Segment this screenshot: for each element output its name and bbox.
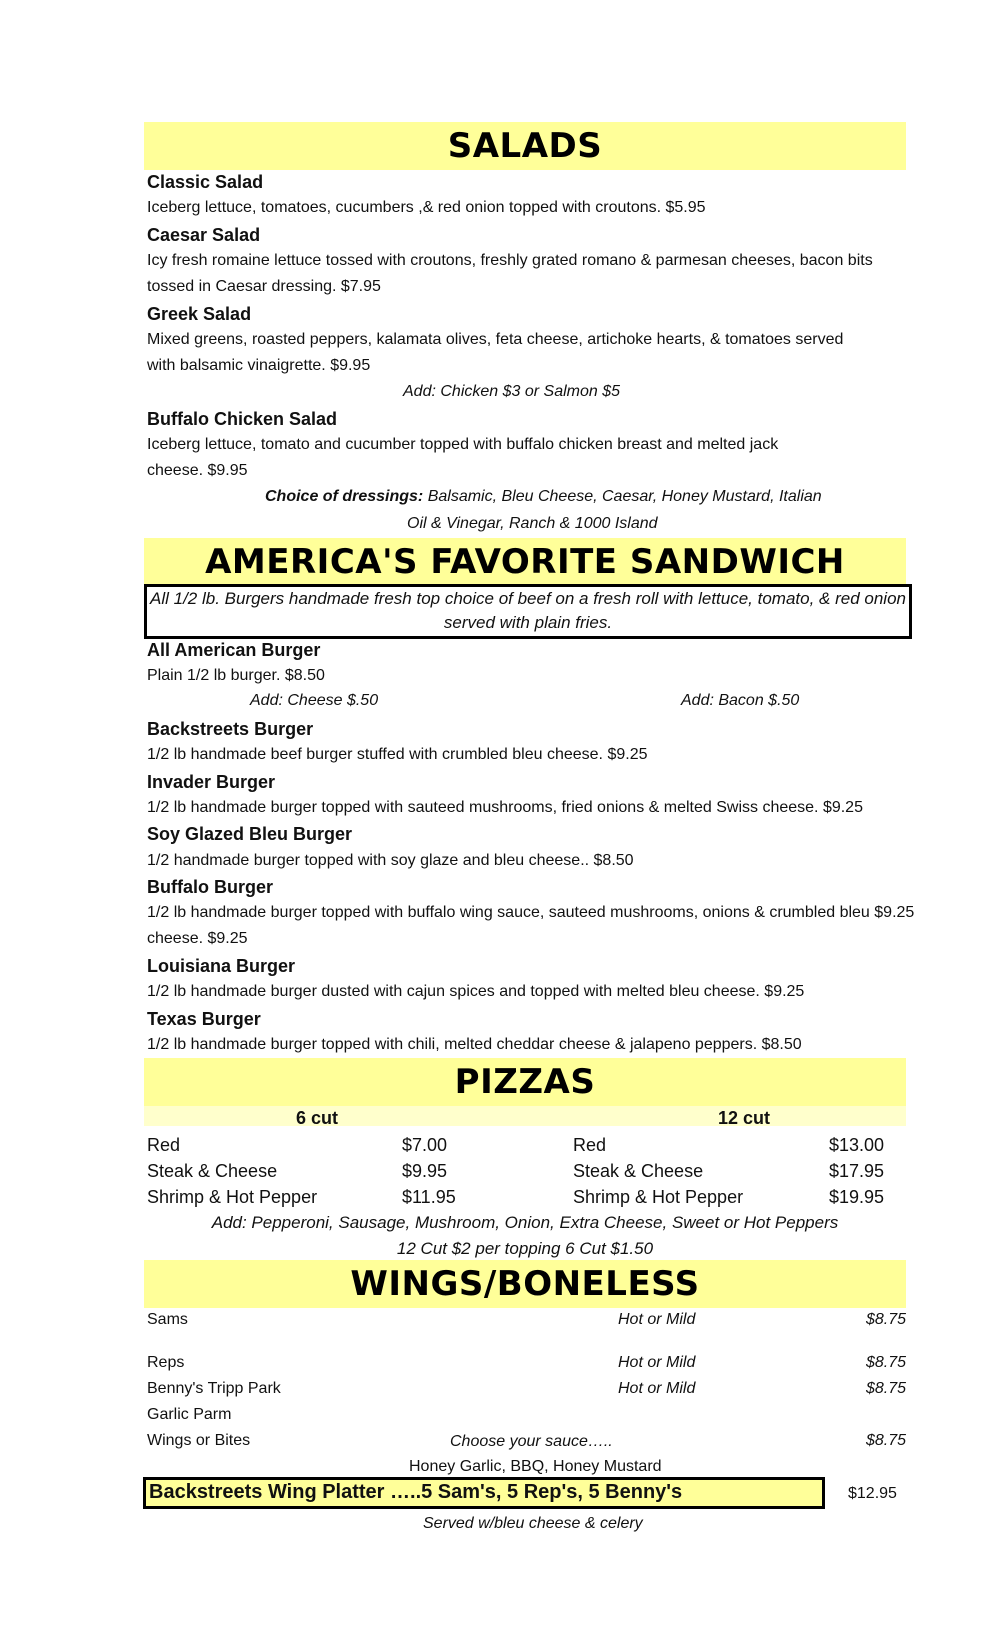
pizza-price: $11.95 [402,1187,456,1207]
menu-item-name: Buffalo Burger [147,877,273,897]
burger-intro-line-2: served with plain fries. [443,613,613,632]
wing-price: $8.75 [866,1432,907,1449]
pizza-price: $19.95 [829,1187,885,1207]
menu-item-desc: 1/2 lb handmade burger dusted with cajun spices and topped with melted bleu cheese. $9.25 [147,983,805,1000]
wing-name: Sams [147,1311,188,1328]
pizza-price: $17.95 [829,1161,885,1181]
pizza-toppings-price: 12 Cut $2 per topping 6 Cut $1.50 [396,1239,654,1258]
wing-name: Reps [147,1354,185,1371]
menu-item-desc: 1/2 lb handmade burger topped with sauteed mushrooms, fried onions & melted Swiss cheese. $9.25 [147,799,863,816]
dressings-label: Choice of dressings: [265,488,424,505]
menu-item-desc: Mixed greens, roasted peppers, kalamata olives, feta cheese, artichoke hearts, & tomatoes served [147,331,844,348]
pizza-price: $7.00 [402,1135,448,1155]
wing-heat: Hot or Mild [618,1311,696,1328]
pizza-name: Shrimp & Hot Pepper [147,1187,318,1207]
wing-heat: Hot or Mild [618,1354,696,1371]
pizza-col-12cut: 12 cut [718,1108,771,1128]
menu-item-desc: cheese. $9.25 [147,930,248,947]
pizza-toppings-note: Add: Pepperoni, Sausage, Mushroom, Onion, Extra Cheese, Sweet or Hot Peppers [211,1213,839,1232]
menu-item-desc: 1/2 handmade burger topped with soy glaze and bleu cheese.. $8.50 [147,852,634,869]
dressings-line-1 [265,488,822,506]
pizza-col-6cut: 6 cut [296,1108,339,1128]
dressings-list: Balsamic, Bleu Cheese, Caesar, Honey Mustard, Italian [423,488,822,505]
menu-item-desc: 1/2 lb handmade beef burger stuffed with crumbled bleu cheese. $9.25 [147,746,648,763]
wing-heat: Hot or Mild [618,1380,696,1397]
menu-item-name: Greek Salad [147,304,252,324]
pizza-price: $9.95 [402,1161,448,1181]
wing-name: Garlic Parm [147,1406,232,1423]
pizza-header-band [144,1106,906,1126]
pizza-name: Red [573,1135,607,1155]
pizzas-heading: PIZZAS [144,1058,906,1106]
pizza-name: Shrimp & Hot Pepper [573,1187,744,1207]
menu-item-desc: 1/2 lb handmade burger topped with chili, melted cheddar cheese & jalapeno peppers. $8.50 [147,1036,802,1053]
menu-item-name: Soy Glazed Bleu Burger [147,824,353,844]
wing-price: $8.75 [866,1354,907,1371]
wing-name: Benny's Tripp Park [147,1380,281,1397]
menu-item-desc: Iceberg lettuce, tomatoes, cucumbers ,& red onion topped with croutons. $5.95 [147,199,706,216]
menu-item-desc: Iceberg lettuce, tomato and cucumber topped with buffalo chicken breast and melted jack [147,436,779,453]
burger-intro-box [144,584,912,639]
dressings-line-2: Oil & Vinegar, Ranch & 1000 Island [407,515,658,532]
pizza-name: Steak & Cheese [573,1161,704,1181]
pizza-price: $13.00 [829,1135,885,1155]
menu-item-desc: 1/2 lb handmade burger topped with buffalo wing sauce, sauteed mushrooms, onions & crumbled bleu $9.25 [147,904,915,921]
add-cheese-note: Add: Cheese $.50 [250,692,379,709]
burger-intro-line-1: All 1/2 lb. Burgers handmade fresh top choice of beef on a fresh roll with lettuce, tomato, & red onion [150,589,906,608]
menu-item-name: Caesar Salad [147,225,261,245]
menu-item-name: Buffalo Chicken Salad [147,409,338,429]
menu-item-desc: with balsamic vinaigrette. $9.95 [147,357,371,374]
wing-sauce-prompt: Choose your sauce….. [450,1433,613,1450]
wing-platter-price: $12.95 [848,1485,897,1502]
menu-item-name: All American Burger [147,640,321,660]
menu-item-name: Texas Burger [147,1009,261,1029]
wing-price: $8.75 [866,1311,907,1328]
menu-item-name: Invader Burger [147,772,276,792]
menu-item-name: Louisiana Burger [147,956,296,976]
wing-platter-label: Backstreets Wing Platter …..5 Sam's, 5 Rep's, 5 Benny's [149,1481,683,1503]
menu-item-name: Classic Salad [147,172,264,192]
pizza-name: Steak & Cheese [147,1161,278,1181]
menu-item-desc: Plain 1/2 lb burger. $8.50 [147,667,325,684]
pizza-name: Red [147,1135,181,1155]
wing-sauce-list: Honey Garlic, BBQ, Honey Mustard [409,1458,662,1475]
wing-platter-box [143,1477,825,1509]
sandwich-heading: AMERICA'S FAVORITE SANDWICH [144,538,906,586]
wing-price: $8.75 [866,1380,907,1397]
wing-name: Wings or Bites [147,1432,251,1449]
menu-item-desc: tossed in Caesar dressing. $7.95 [147,278,381,295]
menu-item-desc: Icy fresh romaine lettuce tossed with croutons, freshly grated romano & parmesan cheeses, bacon bits [147,252,873,269]
wing-platter-note: Served w/bleu cheese & celery [423,1515,643,1532]
menu-item-desc: cheese. $9.95 [147,462,248,479]
add-bacon-note: Add: Bacon $.50 [681,692,800,709]
wings-heading: WINGS/BONELESS [144,1260,906,1308]
salads-heading: SALADS [144,122,906,170]
salad-add-note: Add: Chicken $3 or Salmon $5 [403,383,621,400]
menu-item-name: Backstreets Burger [147,719,314,739]
